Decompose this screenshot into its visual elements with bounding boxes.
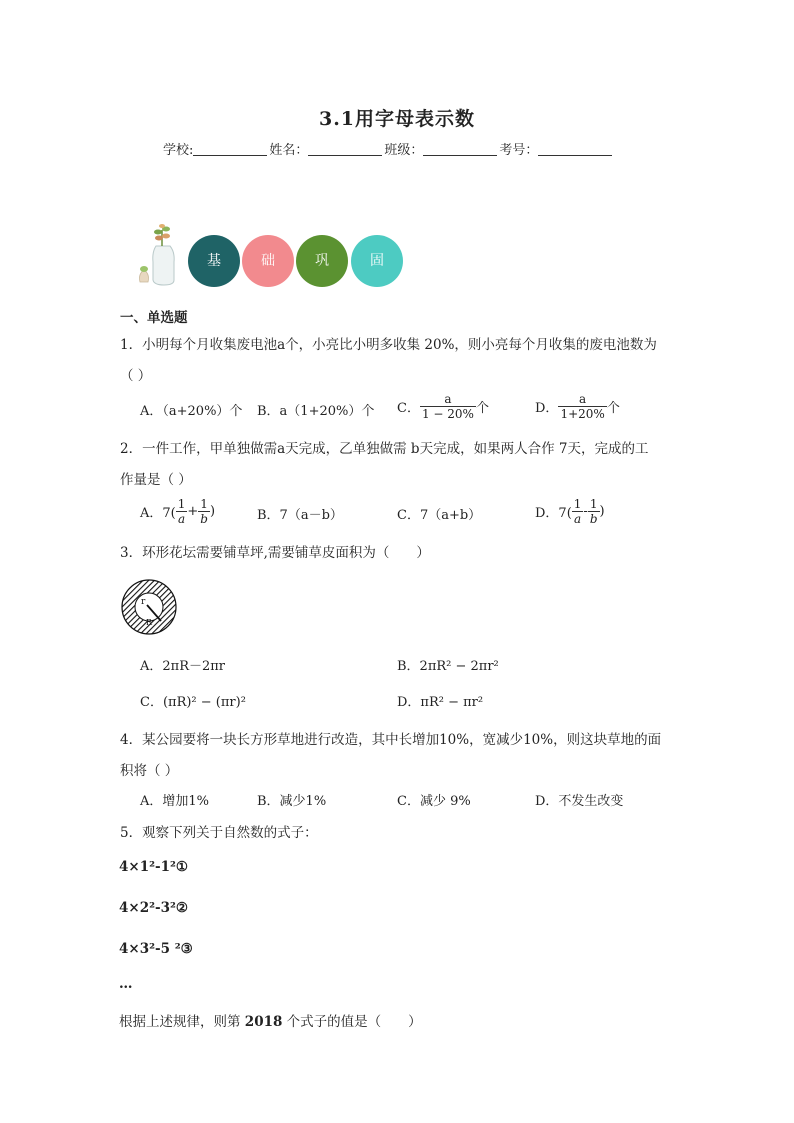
q3-option-d: D．πR² − πr² — [397, 695, 484, 710]
q2-option-c: C．7（a+b） — [397, 508, 482, 523]
q3-option-b: B．2πR² − 2πr² — [397, 659, 499, 674]
q5-stem: 5．观察下列关于自然数的式子： — [120, 825, 318, 841]
q1-option-c: C． $\frac{a}{1 - 20\%}$ 个 — [397, 392, 489, 421]
q1-option-b: B．a（1+20%）个 — [257, 404, 375, 419]
section-heading: 一、单选题 — [120, 310, 188, 326]
q1-stem-line1: 1．小明每个月收集废电池a个，小亮比小明多收集 20%，则小亮每个月收集的废电池数为 — [120, 337, 657, 353]
q5-question: 根据上述规律，则第 2018 个式子的值是（ ） — [119, 1014, 422, 1030]
outer-radius-label: R — [146, 618, 153, 627]
q4-option-b: B．减少1% — [257, 794, 327, 809]
q5-formula-1: 4×1²-1²① — [119, 859, 189, 875]
ring-figure — [121, 579, 177, 635]
q3-option-c: C．(πR)² − (πr)² — [140, 695, 246, 710]
inner-radius-label: r — [141, 597, 146, 607]
badge-circle-1: 基 — [188, 235, 240, 287]
page-title: 3.1用字母表示数 — [318, 108, 476, 130]
student-info-line — [163, 139, 614, 158]
name-label: 姓名： — [269, 143, 309, 158]
q2-option-d: D．7( $\frac{1}{a}$ - $\frac{1}{b}$ ) — [535, 497, 605, 526]
number-label: 考号： — [499, 143, 539, 158]
q4-option-d: D．不发生改变 — [535, 794, 624, 809]
q1-option-a: A．（a+20%）个 — [140, 404, 243, 419]
q5-formula-2: 4×2²-3²② — [119, 900, 189, 916]
q4-option-c: C．减少 9% — [397, 794, 471, 809]
q2-option-b: B．7（a－b） — [257, 508, 343, 523]
class-blank — [423, 142, 497, 156]
q2-option-a: A．7( $\frac{1}{a}$ + $\frac{1}{b}$ ) — [140, 497, 216, 526]
q4-stem-line1: 4．某公园要将一块长方形草地进行改造，其中长增加10%，宽减少10%，则这块草地的面 — [120, 732, 662, 748]
q5-ellipsis: … — [119, 976, 133, 992]
number-blank — [538, 142, 612, 156]
q1-stem-line2: （ ） — [120, 368, 152, 384]
q2-stem-line1: 2．一件工作，甲单独做需a天完成，乙单独做需 b天完成，如果两人合作 7天，完成的工 — [120, 441, 649, 457]
q1-option-d: D． $\frac{a}{1+20\%}$ 个 — [535, 392, 620, 421]
school-blank — [193, 142, 267, 156]
class-label: 班级： — [384, 143, 424, 158]
plant-vase-icon — [134, 222, 184, 288]
q5-formula-3: 4×3²-5 ²③ — [119, 941, 193, 957]
q3-option-a: A．2πR－2πr — [140, 659, 226, 674]
badge-circle-3: 巩 — [296, 235, 348, 287]
q4-option-a: A．增加1% — [140, 794, 210, 809]
name-blank — [308, 142, 382, 156]
badge-circle-2: 础 — [242, 235, 294, 287]
q3-stem: 3．环形花坛需要铺草坪,需要铺草皮面积为（ ） — [120, 545, 430, 561]
school-label: 学校: — [163, 143, 194, 158]
q2-stem-line2: 作量是（ ） — [120, 472, 192, 488]
q4-stem-line2: 积将（ ） — [120, 763, 179, 779]
badge-circle-4: 固 — [351, 235, 403, 287]
